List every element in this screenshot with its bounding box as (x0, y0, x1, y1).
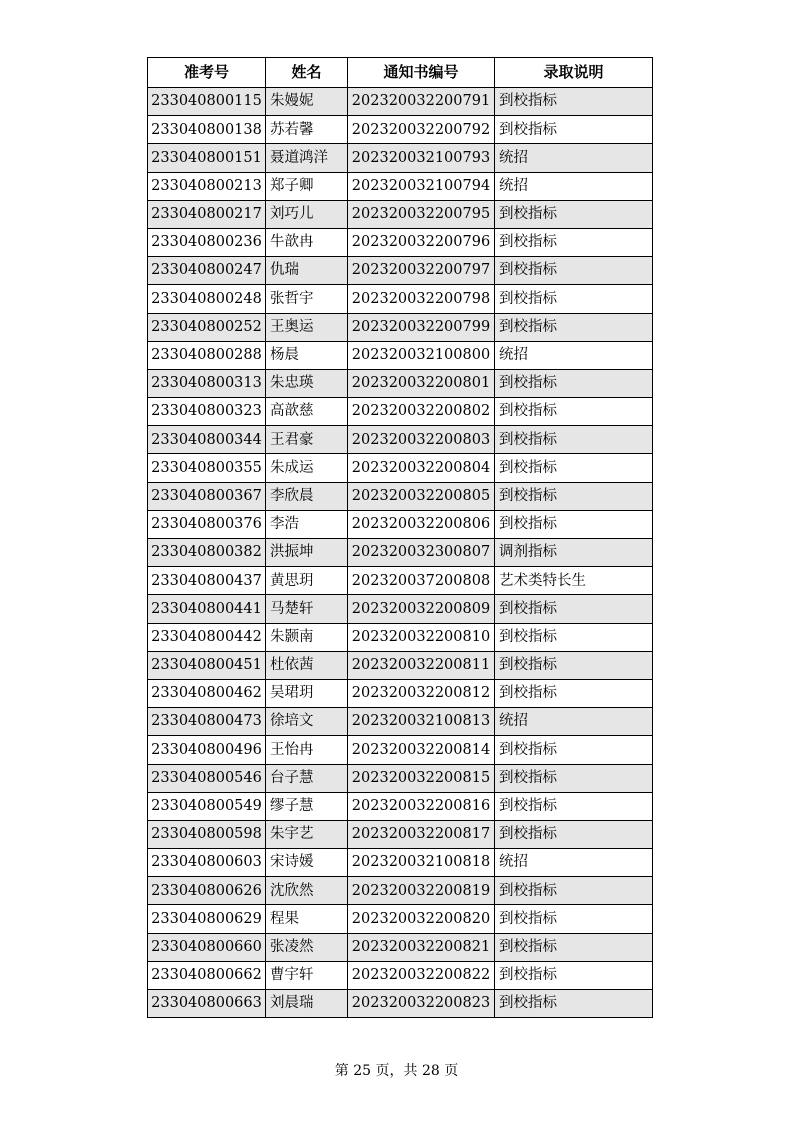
cell-notice-number: 202320032200820 (348, 905, 495, 933)
cell-exam-number: 233040800248 (148, 285, 266, 313)
table-row (148, 341, 653, 369)
table-row (148, 933, 653, 961)
cell-name: 朱忠瑛 (266, 369, 348, 397)
cell-admission-note: 到校指标 (495, 313, 653, 341)
cell-exam-number: 233040800382 (148, 539, 266, 567)
cell-exam-number: 233040800313 (148, 369, 266, 397)
cell-notice-number: 202320032200792 (348, 116, 495, 144)
cell-notice-number: 202320032200816 (348, 792, 495, 820)
table-row (148, 200, 653, 228)
header-notice-number: 通知书编号 (348, 58, 495, 88)
table-row (148, 651, 653, 679)
cell-name: 黄思玥 (266, 567, 348, 595)
cell-notice-number: 202320032200814 (348, 736, 495, 764)
cell-name: 郑子卿 (266, 172, 348, 200)
cell-notice-number: 202320032100794 (348, 172, 495, 200)
cell-admission-note: 到校指标 (495, 426, 653, 454)
cell-notice-number: 202320032100793 (348, 144, 495, 172)
cell-notice-number: 202320032200810 (348, 623, 495, 651)
table-row (148, 792, 653, 820)
table-row (148, 736, 653, 764)
cell-exam-number: 233040800451 (148, 651, 266, 679)
cell-exam-number: 233040800138 (148, 116, 266, 144)
cell-exam-number: 233040800213 (148, 172, 266, 200)
cell-exam-number: 233040800441 (148, 595, 266, 623)
cell-admission-note: 到校指标 (495, 792, 653, 820)
cell-notice-number: 202320032300807 (348, 539, 495, 567)
cell-exam-number: 233040800323 (148, 398, 266, 426)
page-footer: 第 25 页，共 28 页 (334, 1063, 459, 1079)
table-header-row (148, 58, 653, 88)
cell-admission-note: 统招 (495, 341, 653, 369)
cell-notice-number: 202320032100813 (348, 708, 495, 736)
cell-notice-number: 202320032200799 (348, 313, 495, 341)
cell-notice-number: 202320032200806 (348, 510, 495, 538)
cell-name: 刘巧儿 (266, 200, 348, 228)
cell-exam-number: 233040800288 (148, 341, 266, 369)
cell-admission-note: 到校指标 (495, 398, 653, 426)
cell-notice-number: 202320032100800 (348, 341, 495, 369)
cell-exam-number: 233040800603 (148, 849, 266, 877)
cell-admission-note: 到校指标 (495, 369, 653, 397)
cell-admission-note: 到校指标 (495, 116, 653, 144)
cell-exam-number: 233040800252 (148, 313, 266, 341)
cell-exam-number: 233040800247 (148, 257, 266, 285)
table-row (148, 708, 653, 736)
cell-admission-note: 到校指标 (495, 285, 653, 313)
cell-notice-number: 202320032100818 (348, 849, 495, 877)
cell-admission-note: 到校指标 (495, 454, 653, 482)
cell-name: 杜依茜 (266, 651, 348, 679)
admission-table (147, 57, 653, 1018)
table-row (148, 88, 653, 116)
cell-exam-number: 233040800549 (148, 792, 266, 820)
table-row (148, 454, 653, 482)
cell-name: 朱宇艺 (266, 820, 348, 848)
cell-notice-number: 202320032200798 (348, 285, 495, 313)
cell-notice-number: 202320032200791 (348, 88, 495, 116)
cell-name: 沈欣然 (266, 877, 348, 905)
cell-exam-number: 233040800496 (148, 736, 266, 764)
table-row (148, 482, 653, 510)
cell-name: 王奥运 (266, 313, 348, 341)
cell-name: 宋诗媛 (266, 849, 348, 877)
cell-exam-number: 233040800355 (148, 454, 266, 482)
table-row (148, 820, 653, 848)
cell-notice-number: 202320032200805 (348, 482, 495, 510)
cell-exam-number: 233040800663 (148, 990, 266, 1018)
cell-admission-note: 统招 (495, 172, 653, 200)
cell-name: 刘晨瑞 (266, 990, 348, 1018)
cell-admission-note: 到校指标 (495, 679, 653, 707)
cell-name: 张凌然 (266, 933, 348, 961)
cell-admission-note: 到校指标 (495, 88, 653, 116)
cell-notice-number: 202320032200803 (348, 426, 495, 454)
cell-name: 王君豪 (266, 426, 348, 454)
table-row (148, 764, 653, 792)
cell-name: 牛歆冉 (266, 228, 348, 256)
cell-admission-note: 到校指标 (495, 820, 653, 848)
cell-name: 程果 (266, 905, 348, 933)
table-row (148, 144, 653, 172)
cell-notice-number: 202320037200808 (348, 567, 495, 595)
table-row (148, 369, 653, 397)
cell-notice-number: 202320032200819 (348, 877, 495, 905)
cell-admission-note: 到校指标 (495, 961, 653, 989)
cell-exam-number: 233040800217 (148, 200, 266, 228)
cell-notice-number: 202320032200815 (348, 764, 495, 792)
cell-admission-note: 到校指标 (495, 510, 653, 538)
header-admission-note: 录取说明 (495, 58, 653, 88)
cell-notice-number: 202320032200812 (348, 679, 495, 707)
table-row (148, 849, 653, 877)
cell-admission-note: 到校指标 (495, 905, 653, 933)
cell-name: 吴珺玥 (266, 679, 348, 707)
cell-name: 台子慧 (266, 764, 348, 792)
cell-exam-number: 233040800115 (148, 88, 266, 116)
table-row (148, 961, 653, 989)
cell-name: 苏若馨 (266, 116, 348, 144)
cell-exam-number: 233040800236 (148, 228, 266, 256)
cell-exam-number: 233040800151 (148, 144, 266, 172)
table-row (148, 623, 653, 651)
cell-name: 李浩 (266, 510, 348, 538)
cell-exam-number: 233040800473 (148, 708, 266, 736)
cell-name: 高歆慈 (266, 398, 348, 426)
cell-admission-note: 到校指标 (495, 764, 653, 792)
cell-admission-note: 统招 (495, 849, 653, 877)
cell-admission-note: 到校指标 (495, 990, 653, 1018)
cell-name: 王怡冉 (266, 736, 348, 764)
cell-exam-number: 233040800376 (148, 510, 266, 538)
cell-admission-note: 到校指标 (495, 595, 653, 623)
cell-notice-number: 202320032200797 (348, 257, 495, 285)
table-row (148, 679, 653, 707)
cell-admission-note: 到校指标 (495, 200, 653, 228)
table-row (148, 313, 653, 341)
cell-exam-number: 233040800462 (148, 679, 266, 707)
cell-admission-note: 到校指标 (495, 933, 653, 961)
cell-notice-number: 202320032200817 (348, 820, 495, 848)
table-row (148, 172, 653, 200)
cell-notice-number: 202320032200811 (348, 651, 495, 679)
cell-name: 张哲宇 (266, 285, 348, 313)
cell-admission-note: 到校指标 (495, 228, 653, 256)
cell-admission-note: 到校指标 (495, 623, 653, 651)
cell-notice-number: 202320032200804 (348, 454, 495, 482)
cell-admission-note: 到校指标 (495, 877, 653, 905)
cell-exam-number: 233040800660 (148, 933, 266, 961)
cell-exam-number: 233040800344 (148, 426, 266, 454)
cell-admission-note: 到校指标 (495, 651, 653, 679)
cell-admission-note: 到校指标 (495, 257, 653, 285)
cell-admission-note: 艺术类特长生 (495, 567, 653, 595)
cell-name: 聂道鸿洋 (266, 144, 348, 172)
cell-name: 朱成运 (266, 454, 348, 482)
cell-admission-note: 调剂指标 (495, 539, 653, 567)
cell-admission-note: 到校指标 (495, 736, 653, 764)
cell-name: 马楚轩 (266, 595, 348, 623)
table-row (148, 877, 653, 905)
cell-exam-number: 233040800626 (148, 877, 266, 905)
cell-notice-number: 202320032200822 (348, 961, 495, 989)
table-row (148, 285, 653, 313)
cell-name: 朱颢南 (266, 623, 348, 651)
table-row (148, 257, 653, 285)
table-row (148, 990, 653, 1018)
cell-notice-number: 202320032200821 (348, 933, 495, 961)
cell-name: 洪振坤 (266, 539, 348, 567)
cell-notice-number: 202320032200801 (348, 369, 495, 397)
table-row (148, 510, 653, 538)
cell-notice-number: 202320032200809 (348, 595, 495, 623)
cell-notice-number: 202320032200796 (348, 228, 495, 256)
cell-name: 徐培文 (266, 708, 348, 736)
cell-exam-number: 233040800662 (148, 961, 266, 989)
table-row (148, 567, 653, 595)
cell-exam-number: 233040800367 (148, 482, 266, 510)
table-row (148, 905, 653, 933)
cell-admission-note: 统招 (495, 144, 653, 172)
table-row (148, 426, 653, 454)
table-row (148, 539, 653, 567)
cell-exam-number: 233040800629 (148, 905, 266, 933)
table-body (148, 88, 653, 1018)
cell-notice-number: 202320032200823 (348, 990, 495, 1018)
table-row (148, 398, 653, 426)
cell-name: 杨晨 (266, 341, 348, 369)
header-name: 姓名 (266, 58, 348, 88)
cell-exam-number: 233040800546 (148, 764, 266, 792)
cell-name: 朱嫚妮 (266, 88, 348, 116)
table-row (148, 595, 653, 623)
cell-name: 李欣晨 (266, 482, 348, 510)
cell-notice-number: 202320032200802 (348, 398, 495, 426)
cell-name: 仇瑞 (266, 257, 348, 285)
cell-exam-number: 233040800442 (148, 623, 266, 651)
cell-notice-number: 202320032200795 (348, 200, 495, 228)
cell-exam-number: 233040800598 (148, 820, 266, 848)
cell-name: 曹宇轩 (266, 961, 348, 989)
table-row (148, 116, 653, 144)
cell-admission-note: 到校指标 (495, 482, 653, 510)
header-exam-number: 准考号 (148, 58, 266, 88)
cell-name: 缪子慧 (266, 792, 348, 820)
cell-exam-number: 233040800437 (148, 567, 266, 595)
table-row (148, 228, 653, 256)
cell-admission-note: 统招 (495, 708, 653, 736)
